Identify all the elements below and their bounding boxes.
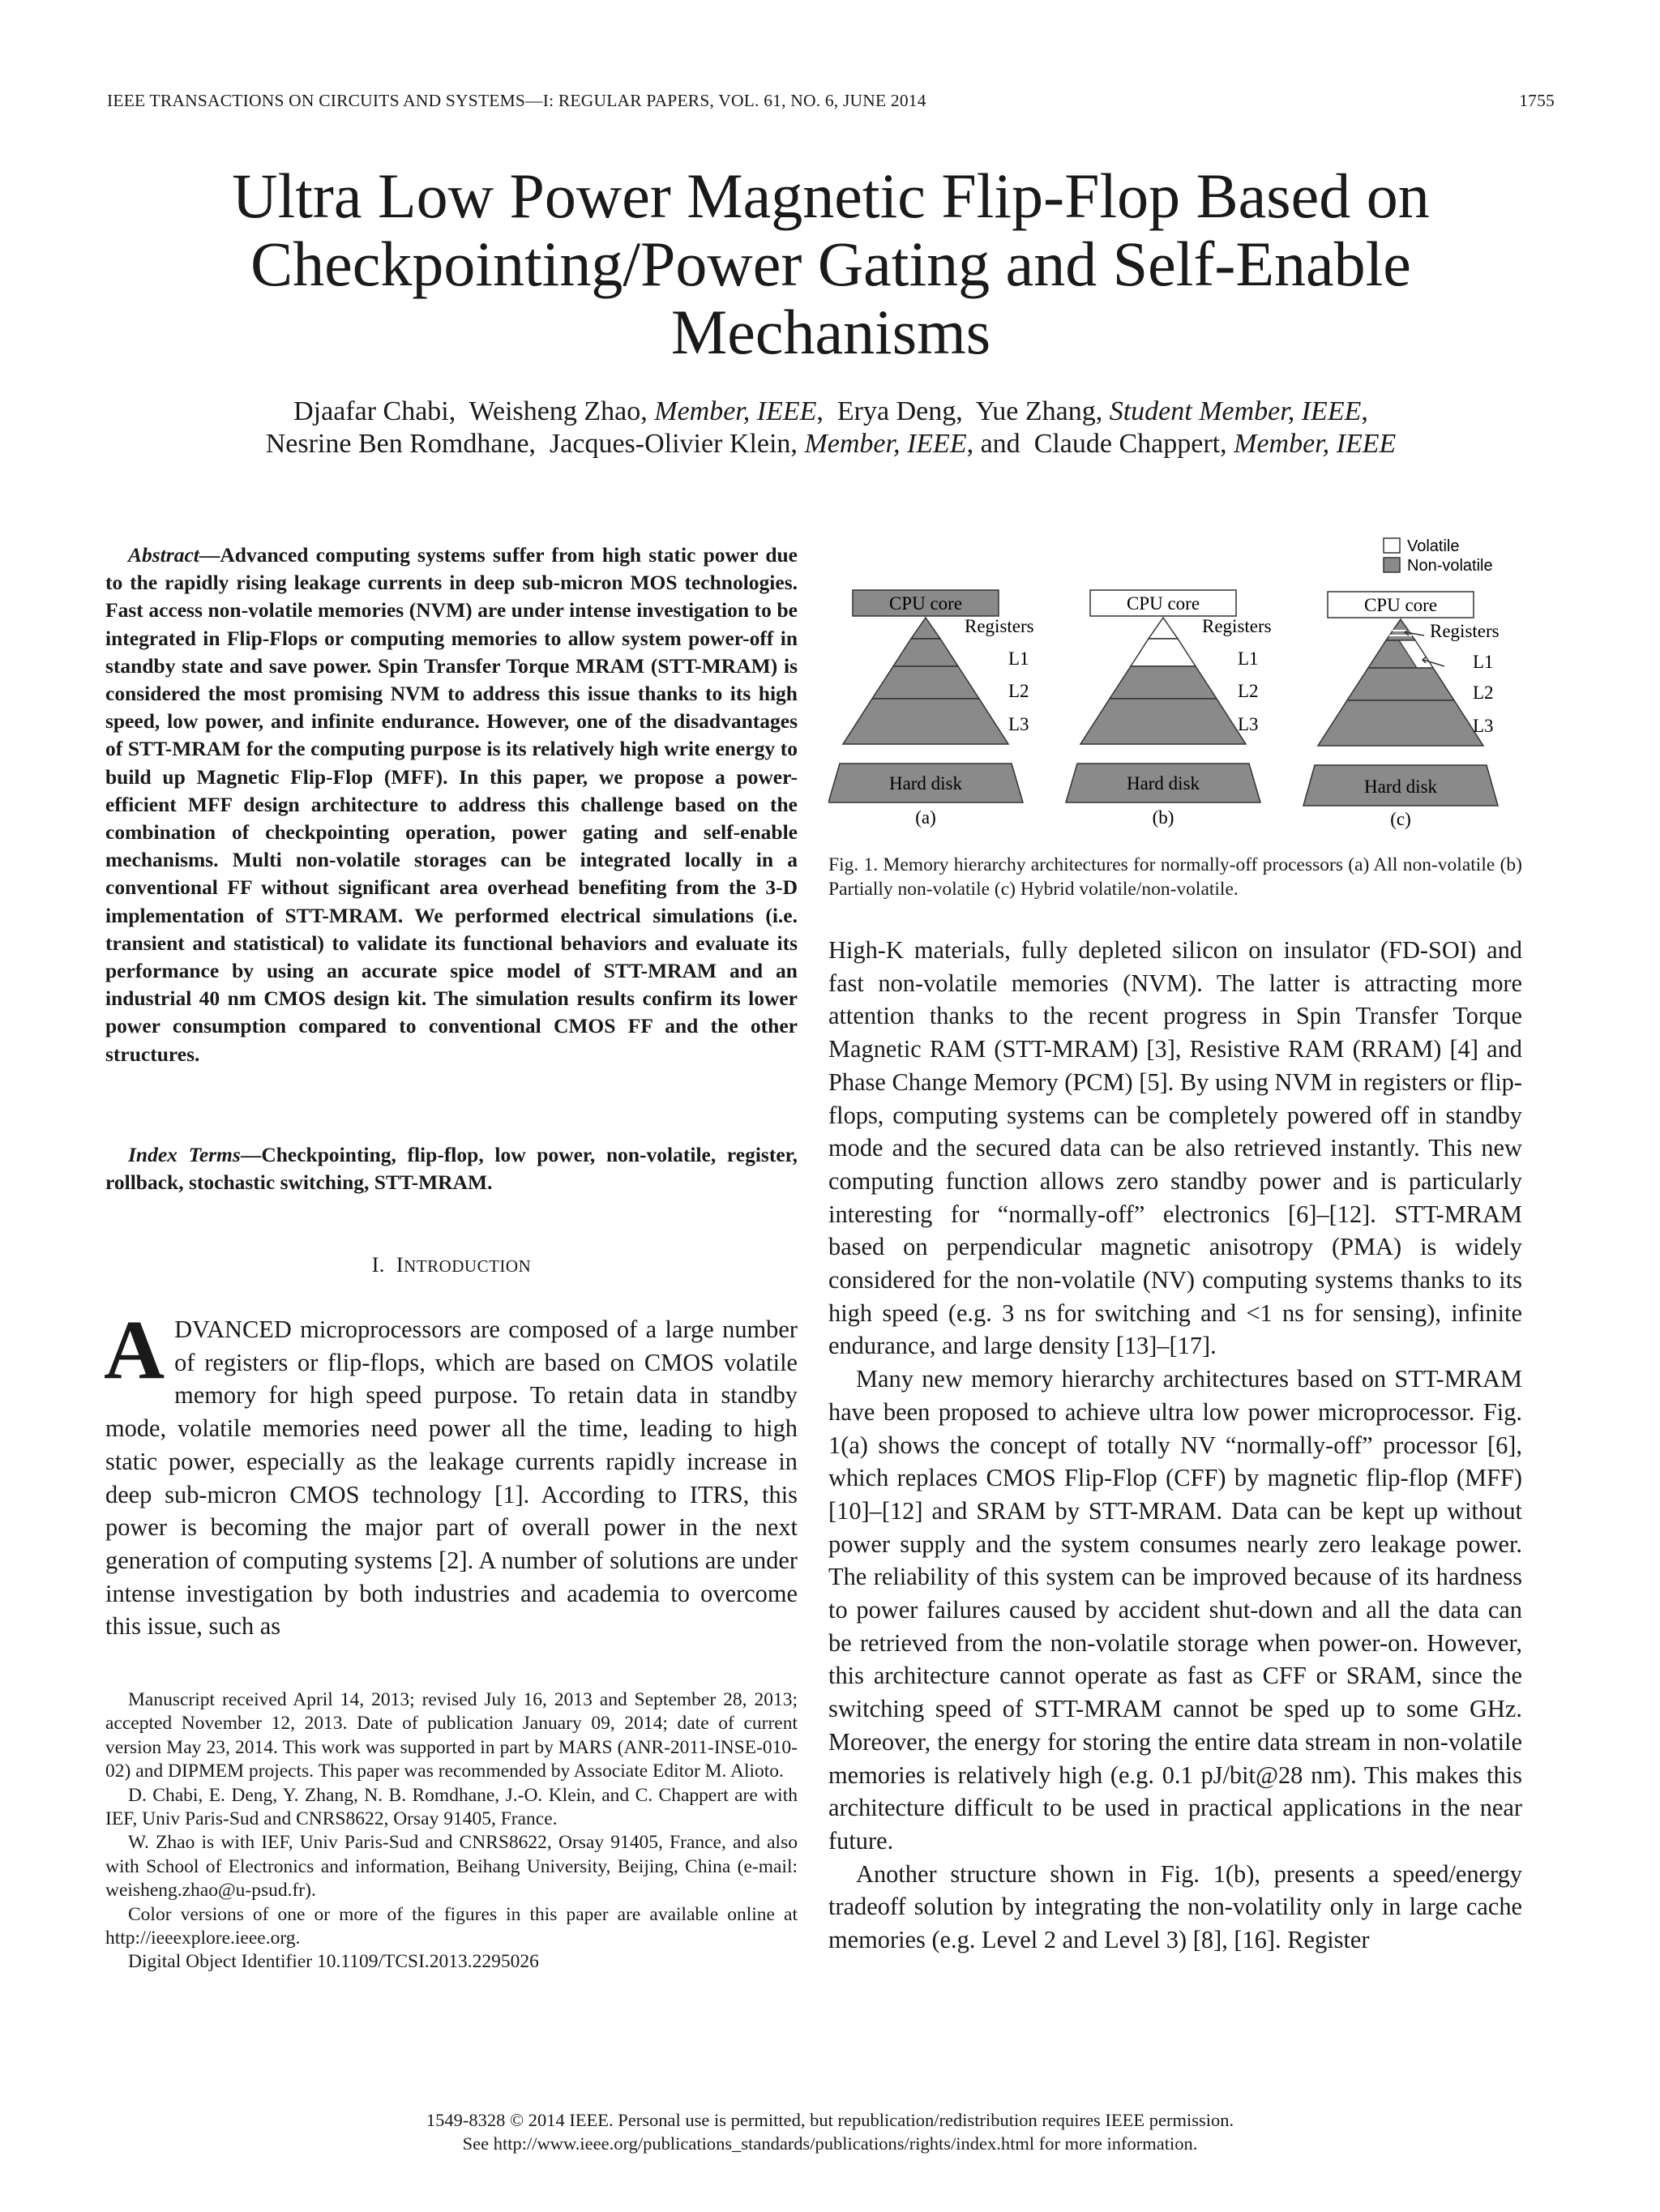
l3-level	[1318, 700, 1483, 746]
hard-disk-label: Hard disk	[1126, 773, 1200, 794]
page-number: 1755	[1519, 91, 1555, 110]
index-terms	[105, 1141, 798, 1196]
author-membership: Member, IEEE	[1234, 429, 1397, 459]
footnotes	[105, 1688, 798, 1975]
index-terms-text: —Checkpointing, flip-flop, low power, non-volatile, register, rollback, stochastic switching, STT-MRAM.	[105, 1143, 798, 1195]
hierarchy-c	[1303, 592, 1500, 829]
l2-label: L2	[1473, 682, 1494, 703]
body-paragraph: High-K materials, fully depleted silicon on insulator (FD-SOI) and fast non-volatile memories (NVM). The latter is attracting more attention thanks to the recent progress in Spin Transfer Torque Magnetic RAM (STT-MRAM) [3], Resistive RAM (RRAM) [4] and Phase Change Memory (PCM) [5]. By using NVM in registers or flip-flops, computing systems can be completely powered off in standby mode and the secured data can be also retrieved instantly. This new computing function allows zero standby power and is particularly interesting for “normally-off” electronics [6]–[12]. STT-MRAM based on perpendicular magnetic anisotropy (PMA) is widely considered for the non-volatile (NV) computing systems thanks to its high speed (e.g. 3 ns for switching and <1 ns for sensing), infinite endurance, and large density [13]–[17].	[828, 936, 1522, 1360]
author-conjunction: and	[980, 429, 1020, 459]
journal-name: IEEE TRANSACTIONS ON CIRCUITS AND SYSTEMS—I: REGULAR PAPERS, VOL. 61, NO. 6, JUNE 2014	[107, 91, 926, 110]
hierarchy-a	[828, 590, 1034, 828]
title-line-2: Checkpointing/Power Gating and Self-Enable	[250, 229, 1411, 299]
l1-level	[1131, 639, 1196, 666]
l3-level	[1080, 699, 1246, 744]
abstract-text: —Advanced computing systems suffer from high static power due to the rapidly rising leakage currents in deep sub-micron MOS technologies. Fast access non-volatile memories (NVM) are under intense investigation to be integrated in Flip-Flops or computing memories to allow system power-off in standby state and save power. Spin Transfer Torque MRAM (STT-MRAM) is considered the most promising NVM to address this issue thanks to its high speed, low power, and infinite endurance. However, one of the disadvantages of STT-MRAM for the computing purpose is its relatively high write energy to build up Magnetic Flip-Flop (MFF). In this paper, we propose a power-efficient MFF design architecture to address this challenge based on the combination of checkpointing operation, power gating and self-enable mechanisms. Multi non-volatile storages can be integrated locally in a conventional FF without significant area overhead benefiting from the 3-D implementation of STT-MRAM. We performed electrical simulations (i.e. transient and statistical) to validate its functional behaviors and evaluate its performance by using an accurate spice model of STT-MRAM and an industrial 40 nm CMOS design kit. The simulation results confirm its lower power consumption compared to conventional CMOS FF and the other structures.	[105, 543, 798, 1066]
body-paragraph: Another structure shown in Fig. 1(b), presents a speed/energy tradeoff solution by integrating the non-volatility only in large cache memories (e.g. Level 2 and Level 3) [8], [16]. Register	[828, 1859, 1522, 1954]
author-membership: Member, IEEE	[654, 396, 817, 426]
l1-level	[893, 639, 958, 666]
author-name: Jacques-Olivier Klein,	[550, 429, 798, 459]
footnote-affiliation-2: W. Zhao is with IEF, Univ Paris-Sud and CNRS8622, Orsay 91405, France, and also with School of Electronics and information, Beihang University, Beijing, China (e-mail: weisheng.zhao@u-psud.fr).	[105, 1832, 798, 1902]
l1-label: L1	[1008, 648, 1029, 669]
l2-label: L2	[1008, 681, 1029, 701]
cpu-core-label: CPU core	[1363, 595, 1438, 615]
author-name: Djaafar Chabi,	[293, 396, 456, 426]
author-membership: Student Member, IEEE	[1109, 396, 1362, 426]
l1-label: L1	[1473, 652, 1494, 672]
memory-hierarchy-diagram	[828, 527, 1522, 851]
legend-nonvolatile-swatch	[1384, 558, 1400, 572]
running-header	[107, 91, 1555, 117]
panel-label-b: (b)	[1152, 807, 1174, 828]
copyright-line: 1549-8328 © 2014 IEEE. Personal use is permitted, but republication/redistribution requires IEEE permission.	[426, 2110, 1234, 2130]
author-name: Erya Deng,	[836, 396, 963, 426]
registers-level	[1149, 618, 1178, 639]
l2-level	[1110, 666, 1217, 699]
drop-cap: A	[104, 1303, 165, 1397]
author-list	[107, 396, 1555, 460]
title-line-3: Mechanisms	[670, 297, 991, 367]
footnote-manuscript: Manuscript received April 14, 2013; revised July 16, 2013 and September 28, 2013; accepted November 12, 2013. Date of publication January 09, 2014; date of current version May 23, 2014. This work was supported in part by MARS (ANR-2011-INSE-010-02) and DIPMEM projects. This paper was recommended by Associate Editor M. Alioto.	[105, 1689, 798, 1782]
l3-label: L3	[1238, 714, 1259, 734]
hard-disk-label: Hard disk	[1363, 777, 1438, 797]
section-title: NTRODUCTION	[404, 1256, 532, 1276]
footnote-affiliation-1: D. Chabi, E. Deng, Y. Zhang, N. B. Romdhane, J.-O. Klein, and C. Chappert are with IEF, Univ Paris-Sud and CNRS8622, Orsay 91405, France.	[105, 1784, 798, 1830]
paper-title	[107, 162, 1555, 366]
legend-nonvolatile-label: Non-volatile	[1407, 557, 1493, 575]
hierarchy-b	[1066, 590, 1272, 828]
hard-disk-label: Hard disk	[888, 773, 963, 794]
legend-volatile-swatch	[1384, 538, 1400, 553]
section-number: I.	[371, 1253, 385, 1277]
l2-level	[1347, 668, 1454, 700]
panel-label-c: (c)	[1390, 809, 1411, 829]
l3-label: L3	[1008, 714, 1029, 734]
legend-volatile-label: Volatile	[1407, 537, 1460, 555]
index-terms-label: Index Terms	[128, 1143, 241, 1166]
author-line-1: Djaafar Chabi, Weisheng Zhao, Member, IEEE, Erya Deng, Yue Zhang, Student Member, IEEE,	[293, 396, 1368, 426]
abstract-label: Abstract	[128, 543, 199, 567]
footnote-color-versions: Color versions of one or more of the figures in this paper are available online at http://ieeexplore.ieee.org.	[105, 1903, 798, 1949]
author-name: Claude Chappert,	[1033, 429, 1227, 459]
copyright-footer	[105, 2108, 1555, 2155]
abstract	[105, 541, 798, 1068]
intro-text: microprocessors are composed of a large number of registers or flip-flops, which are based on CMOS volatile memory for high speed purpose. To retain data in standby mode, volatile memories need power all the time, leading to high static power, especially as the leakage currents rapidly increase in deep sub-micron CMOS technology [1]. According to ITRS, this power is becoming the major part of overall power in the next generation of computing systems [2]. A number of solutions are under intense investigation by both industries and academia to overcome this issue, such as	[105, 1316, 798, 1641]
l3-level	[843, 699, 1008, 744]
l3-label: L3	[1473, 716, 1494, 736]
title-line-1: Ultra Low Power Magnetic Flip-Flop Based on	[232, 160, 1430, 231]
footnote-doi: Digital Object Identifier 10.1109/TCSI.2013.2295026	[128, 1951, 539, 1973]
section-initial: I	[396, 1253, 404, 1277]
right-column-text	[828, 934, 1522, 1957]
cpu-core-label: CPU core	[888, 593, 963, 614]
section-heading	[105, 1253, 798, 1277]
registers-level	[911, 618, 940, 639]
l2-label: L2	[1238, 681, 1259, 701]
author-line-2: Nesrine Ben Romdhane, Jacques-Olivier Klein, Member, IEEE, and Claude Chappert, Member, IEEE	[265, 429, 1397, 459]
registers-label: Registers	[1430, 621, 1500, 641]
registers-label: Registers	[1202, 616, 1272, 636]
author-name: Weisheng Zhao,	[468, 396, 648, 426]
cpu-core-label: CPU core	[1126, 593, 1200, 614]
l2-level	[872, 666, 979, 699]
l1-label: L1	[1238, 648, 1259, 669]
figure-1-caption: Fig. 1. Memory hierarchy architectures for normally-off processors (a) All non-volatile (b) Partially non-volatile (c) Hybrid volatile/non-volatile.	[828, 854, 1522, 900]
intro-paragraph	[104, 1303, 798, 1643]
author-membership: Member, IEEE	[804, 429, 967, 459]
rights-url-line: See http://www.ieee.org/publications_standards/publications/rights/index.html for more information.	[462, 2133, 1198, 2154]
author-name: Yue Zhang,	[975, 396, 1103, 426]
panel-label-a: (a)	[915, 807, 936, 828]
figure-1	[828, 527, 1522, 867]
registers-label: Registers	[965, 616, 1034, 636]
intro-first-word: DVANCED	[174, 1316, 292, 1343]
author-name: Nesrine Ben Romdhane,	[265, 429, 537, 459]
body-paragraph: Many new memory hierarchy architectures based on STT-MRAM have been proposed to achieve ultra low power microprocessor. Fig. 1(a) shows the concept of totally NV “normally-off” processor [6], which replaces CMOS Flip-Flop (CFF) by magnetic flip-flop (MFF) [10]–[12] and SRAM by STT-MRAM. Data can be kept up without power supply and the system consumes nearly zero leakage power. The reliability of this system can be improved because of its hardness to power failures caused by accident shut-down and all the data can be retrieved from the non-volatile storage when power-on. However, this architecture cannot operate as fast as CFF or SRAM, since the switching speed of STT-MRAM cannot be sped up to some GHz. Moreover, the energy for storing the entire data stream in non-volatile memories is relatively high (e.g. 0.1 pJ/bit@28 nm). This makes this architecture difficult to be used in practical applications in the near future.	[828, 1365, 1522, 1855]
